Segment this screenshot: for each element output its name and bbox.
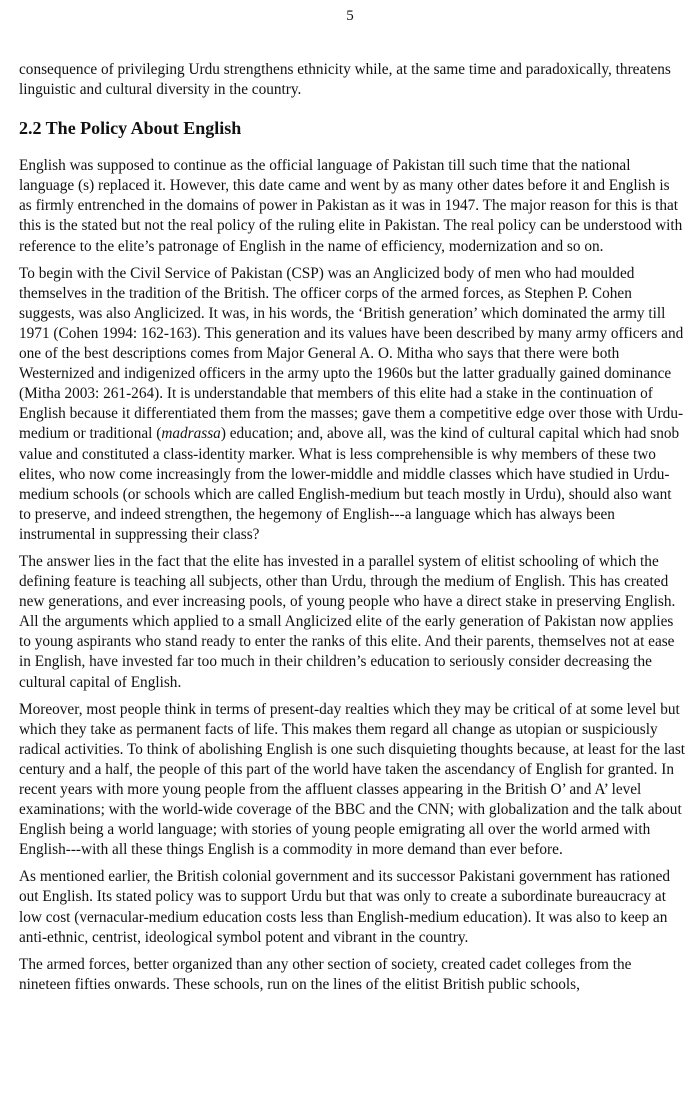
page-number: 5 [346, 8, 354, 24]
document-body [19, 60, 686, 1002]
madrassa-term: madrassa [161, 425, 221, 443]
paragraph-civil-service-part-1: To begin with the Civil Service of Pakistan (CSP) was an Anglicized body of men who had moulded themselves in the tradition of the British. The officer corps of the armed forces, as Stephen P. Cohen suggests, was also Anglicized. It was, in his words, the ‘British generation’ which dominated the army till 1971 (Cohen 1994: 162-163). This generation and its values have been described by many army officers and one of the best descriptions comes from Major General A. O. Mitha who says that there were both Westernized and indigenized officers in the army upto the 1960s but the latter gradually gained dominance (Mitha 2003: 261-264). It is understandable that members of this elite had a stake in the continuation of English because it differentiated them from the masses; gave them a competitive edge over those with Urdu-medium or traditional ( [19, 264, 684, 443]
paragraph-continuation: consequence of privileging Urdu strengthens ethnicity while, at the same time and paradoxically, threatens linguistic and cultural diversity in the country. [19, 61, 671, 99]
paragraph-elitist-schooling: The answer lies in the fact that the elite has invested in a parallel system of elitist schooling of which the defining feature is teaching all subjects, other than Urdu, through the medium of English. This has created new generations, and ever increasing pools, of young people who have a direct stake in preserving English. All the arguments which applied to a small Anglicized elite of the early generation of Pakistan now applies to young aspirants who stand ready to enter the ranks of this elite. And their parents, themselves not at ease in English, have invested far too much in their children’s education to seriously consider decreasing the cultural capital of English. [19, 552, 676, 691]
paragraph-civil-service [19, 264, 686, 545]
paragraph-civil-service-part-2: ) education; and, above all, was the kind of cultural capital which had snob value and constituted a class-identity marker. What is less comprehensible is why members of these two elites, who now come increasingly from the lower-middle and middle classes which have studied in Urdu-medium schools (or schools which are called English-medium but teach mostly in Urdu), should also want to preserve, and indeed strengthen, the hegemony of English---a language which has always been instrumental in suppressing their class? [19, 425, 680, 543]
paragraph-official-language: English was supposed to continue as the official language of Pakistan till such time that the national language (s) replaced it. However, this date came and went by as many other dates before it and English is as firmly entrenched in the domains of power in Pakistan as it was in 1947. The major reason for this is that this is the stated but not the real policy of the ruling elite in Pakistan. The real policy can be understood with reference to the elite’s patronage of English in the name of efficiency, modernization and so on. [19, 157, 683, 255]
paragraph-colonial-government: As mentioned earlier, the British colonial government and its successor Pakistani government has rationed out English. Its stated policy was to support Urdu but that was only to create a subordinate bureaucracy at low cost (vernacular-medium education costs less than English-medium education). It was also to keep an anti-ethnic, centrist, ideological symbol potent and vibrant in the country. [19, 868, 671, 946]
section-heading: 2.2 The Policy About English [19, 118, 242, 139]
paragraph-present-day-realities: Moreover, most people think in terms of present-day realties which they may be critical of at some level but which they take as permanent facts of life. This makes them regard all change as utopian or suspiciously radical activities. To think of abolishing English is one such disquieting thoughts because, at least for the last century and a half, the people of this part of the world have taken the ascendancy of English for granted. In recent years with more young people from the affluent classes appearing in the British O’ and A’ level examinations; with the world-wide coverage of the BBC and the CNN; with globalization and the talk about English being a world language; with stories of young people emigrating all over the world armed with English---with all these things English is a commodity in more demand than ever before. [19, 700, 686, 859]
paragraph-armed-forces: The armed forces, better organized than any other section of society, created cadet colleges from the nineteen fifties onwards. These schools, run on the lines of the elitist British public schools, [19, 955, 632, 993]
